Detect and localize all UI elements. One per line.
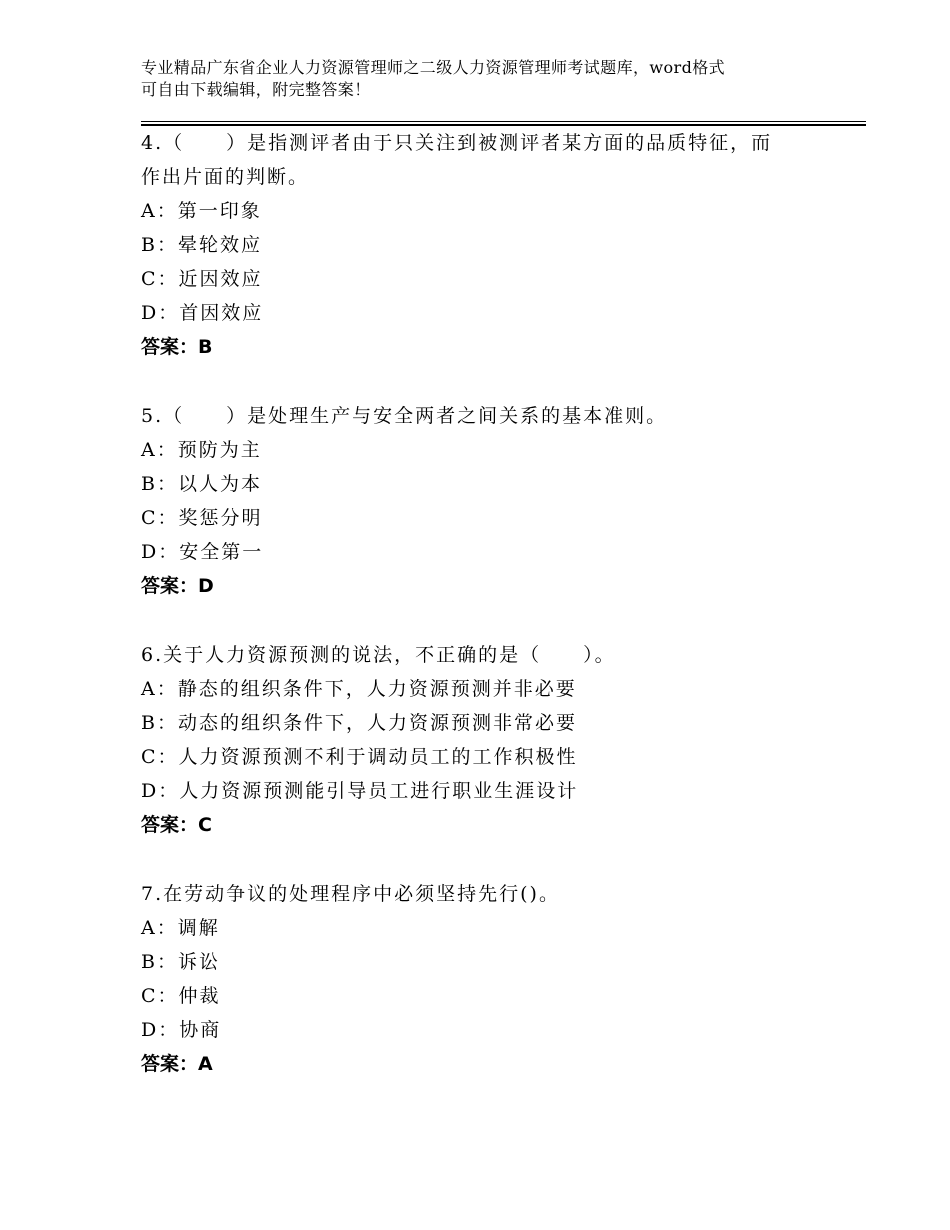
option-c: C：人力资源预测不利于调动员工的工作积极性 xyxy=(141,746,578,768)
question-4 xyxy=(141,126,831,364)
answer-label: 答案：C xyxy=(141,814,212,836)
option-d: D：首因效应 xyxy=(141,302,264,324)
option-c: C：奖惩分明 xyxy=(141,507,263,529)
answer-label: 答案：D xyxy=(141,575,214,597)
option-d: D：协商 xyxy=(141,1019,222,1041)
option-a: A：静态的组织条件下，人力资源预测并非必要 xyxy=(141,678,577,700)
question-stem: 4.（ ）是指测评者由于只关注到被测评者某方面的品质特征，而 xyxy=(141,132,773,154)
option-a: A：调解 xyxy=(141,917,220,939)
option-b: B：晕轮效应 xyxy=(141,234,262,256)
question-stem-continued: 作出片面的判断。 xyxy=(141,166,310,188)
question-stem: 7.在劳动争议的处理程序中必须坚持先行()。 xyxy=(141,883,560,905)
option-a: A：预防为主 xyxy=(141,439,262,461)
option-b: B：以人为本 xyxy=(141,473,262,495)
question-6 xyxy=(141,638,831,842)
question-7 xyxy=(141,877,831,1081)
question-stem: 5.（ ）是处理生产与安全两者之间关系的基本准则。 xyxy=(141,405,668,427)
answer-label: 答案：B xyxy=(141,336,213,358)
option-d: D：人力资源预测能引导员工进行职业生涯设计 xyxy=(141,780,579,802)
option-c: C：仲裁 xyxy=(141,985,221,1007)
header-title-line-1: 专业精品广东省企业人力资源管理师之二级人力资源管理师考试题库，word格式 xyxy=(141,58,726,77)
document-header xyxy=(141,57,841,101)
option-c: C：近因效应 xyxy=(141,268,263,290)
header-divider-thin xyxy=(141,121,866,122)
option-d: D：安全第一 xyxy=(141,541,264,563)
answer-label: 答案：A xyxy=(141,1053,213,1075)
option-b: B：诉讼 xyxy=(141,951,220,973)
option-a: A：第一印象 xyxy=(141,200,262,222)
question-5 xyxy=(141,399,831,603)
option-b: B：动态的组织条件下，人力资源预测非常必要 xyxy=(141,712,577,734)
header-title-line-2: 可自由下载编辑，附完整答案！ xyxy=(141,80,371,99)
question-stem: 6.关于人力资源预测的说法，不正确的是（ ）。 xyxy=(141,644,616,666)
